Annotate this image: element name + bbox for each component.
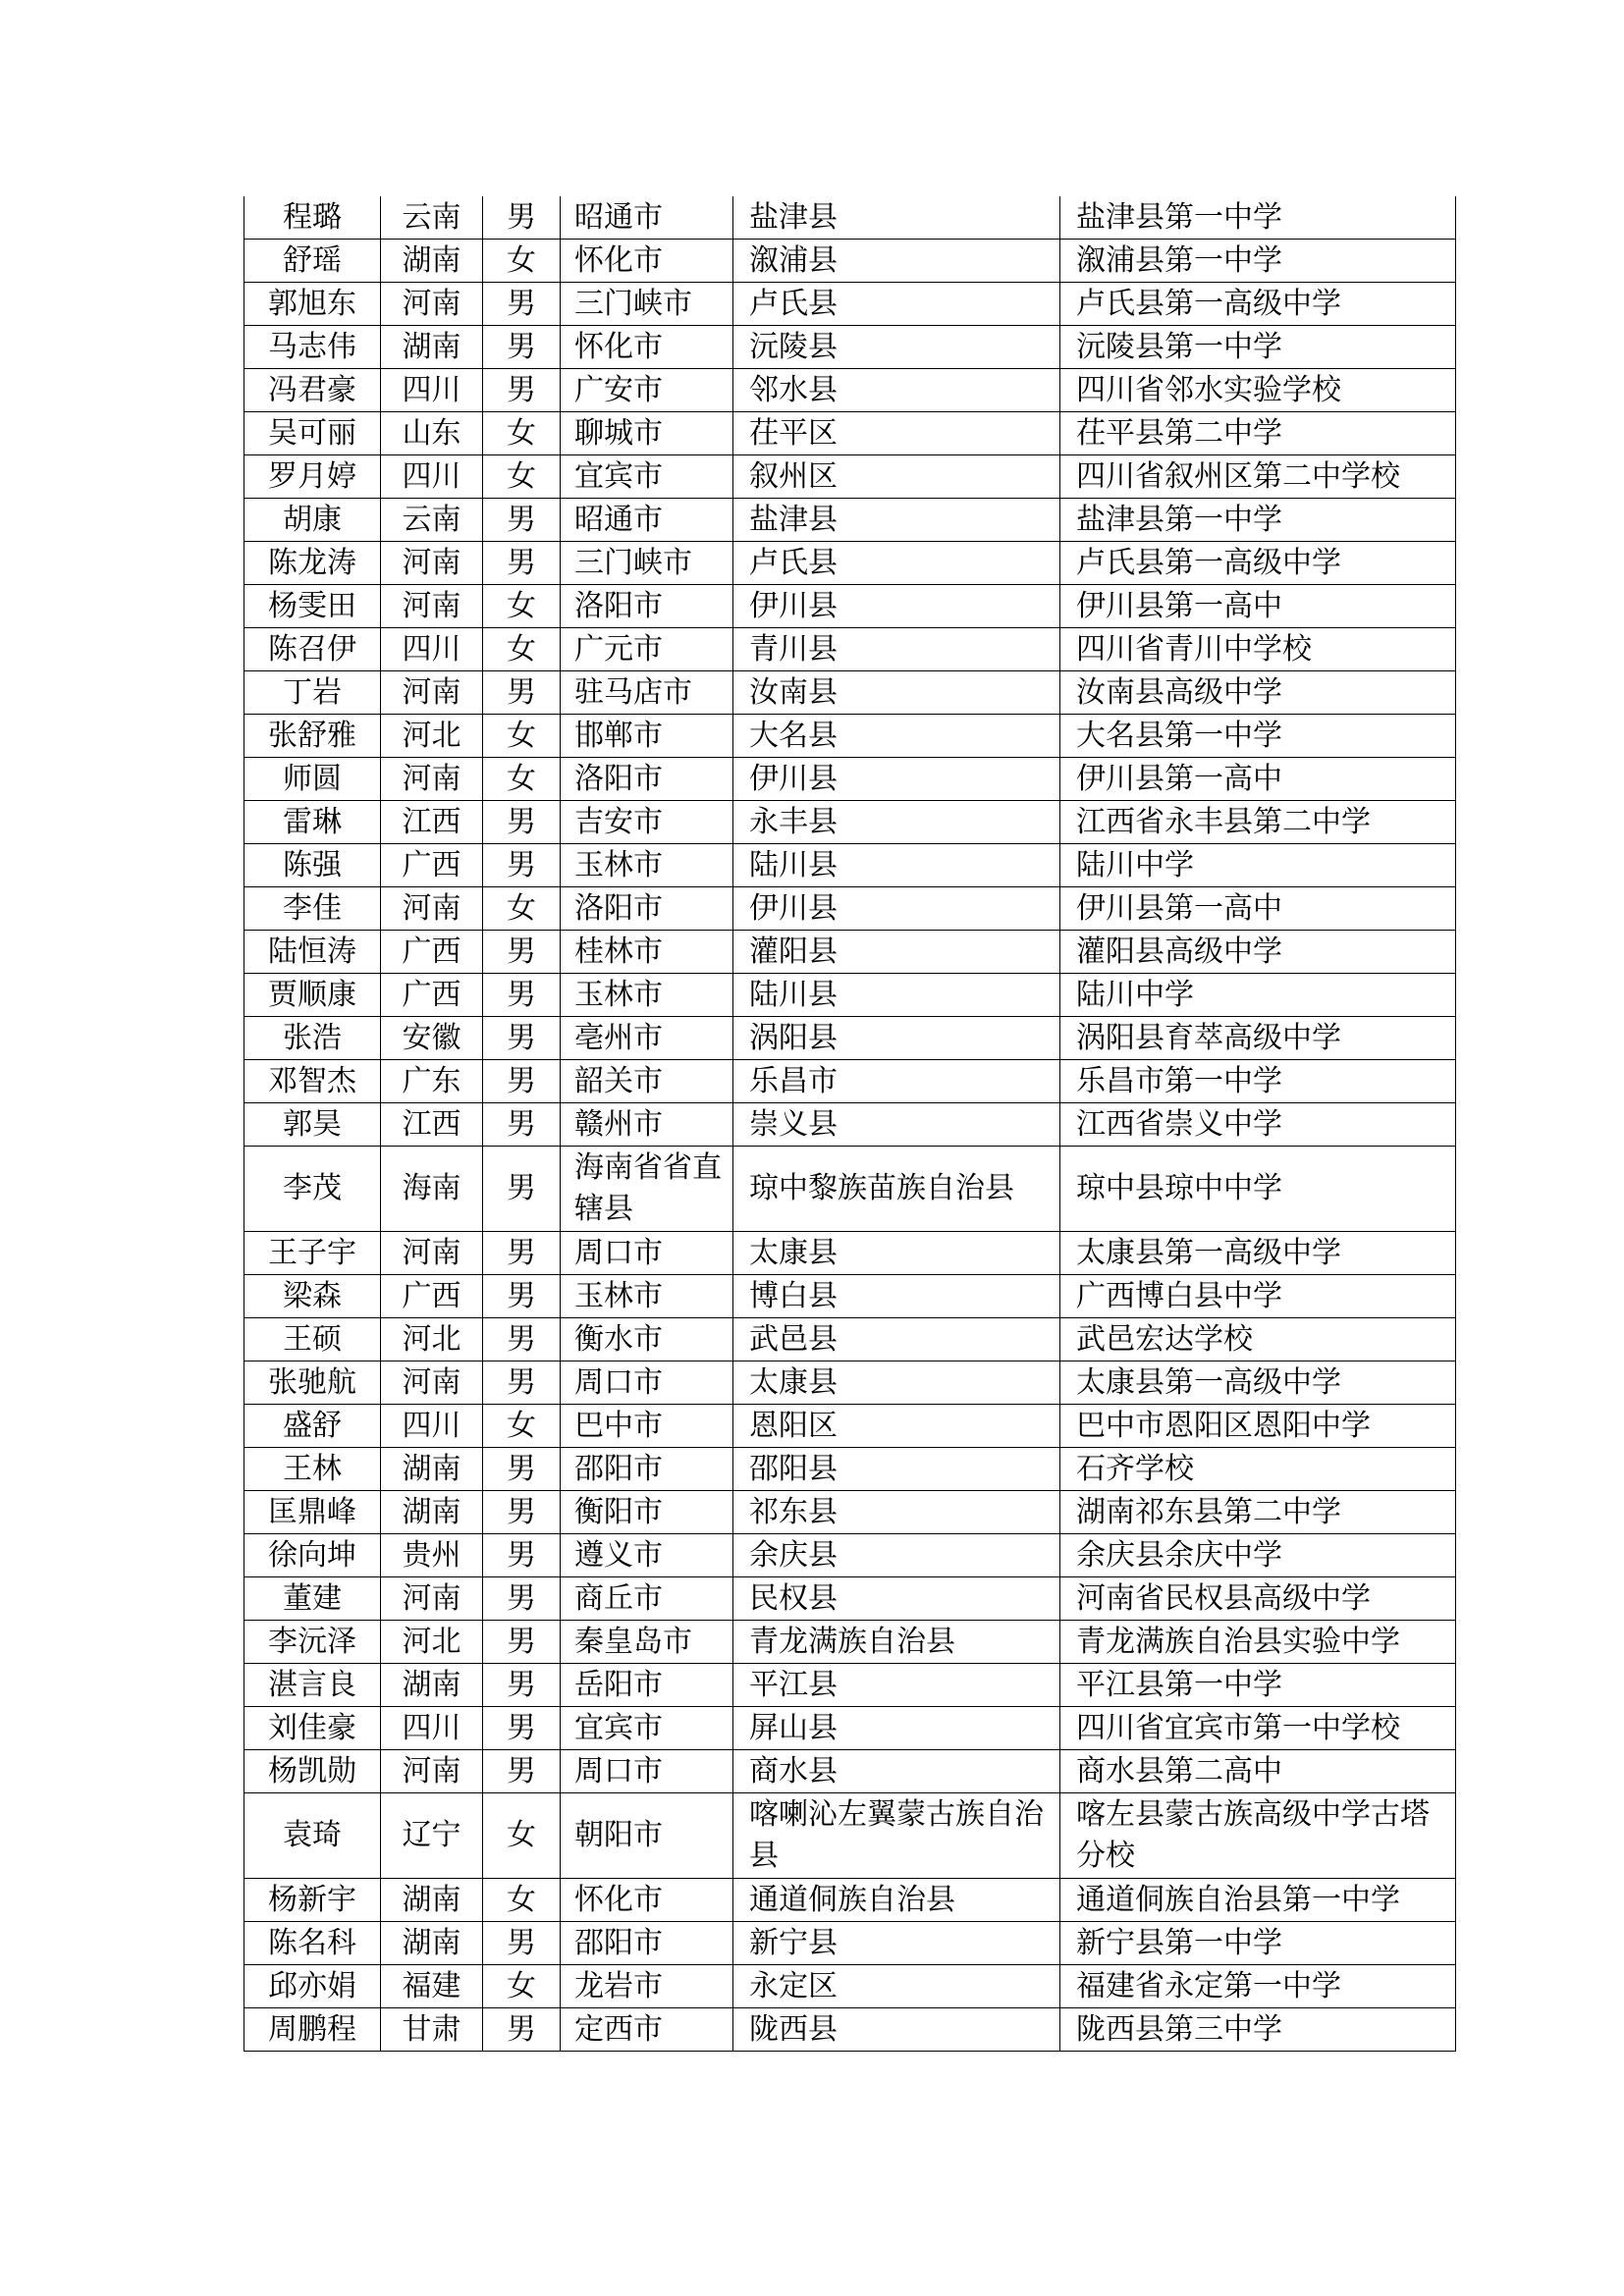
city-cell: 宜宾市: [561, 1707, 733, 1750]
county-cell: 陆川县: [733, 844, 1060, 887]
student-name-cell: 郭旭东: [244, 283, 381, 326]
school-cell: 陆川中学: [1060, 974, 1456, 1017]
table-row: [244, 1965, 1456, 2008]
county-cell: 商水县: [733, 1750, 1060, 1793]
county-cell: 崇义县: [733, 1103, 1060, 1147]
table-row: [244, 628, 1456, 671]
province-cell: 广西: [381, 974, 483, 1017]
student-name-cell: 程璐: [244, 196, 381, 240]
city-cell: 遵义市: [561, 1534, 733, 1577]
city-cell: 衡阳市: [561, 1491, 733, 1534]
student-roster-table: [244, 196, 1456, 2052]
province-cell: 河南: [381, 758, 483, 801]
gender-cell: 男: [483, 1707, 561, 1750]
city-cell: 玉林市: [561, 1275, 733, 1318]
table-row: [244, 1750, 1456, 1793]
city-cell: 洛阳市: [561, 887, 733, 931]
table-row: [244, 1534, 1456, 1577]
table-row: [244, 412, 1456, 455]
school-cell: 通道侗族自治县第一中学: [1060, 1879, 1456, 1922]
gender-cell: 男: [483, 1060, 561, 1103]
student-name-cell: 吴可丽: [244, 412, 381, 455]
student-name-cell: 丁岩: [244, 671, 381, 715]
student-name-cell: 雷琳: [244, 801, 381, 844]
table-row: [244, 974, 1456, 1017]
table-row: [244, 455, 1456, 499]
table-row: [244, 1232, 1456, 1275]
school-cell: 盐津县第一中学: [1060, 499, 1456, 542]
province-cell: 四川: [381, 369, 483, 412]
county-cell: 永定区: [733, 1965, 1060, 2008]
province-cell: 海南: [381, 1147, 483, 1232]
gender-cell: 男: [483, 1491, 561, 1534]
province-cell: 四川: [381, 628, 483, 671]
province-cell: 河南: [381, 887, 483, 931]
gender-cell: 男: [483, 1750, 561, 1793]
city-cell: 广元市: [561, 628, 733, 671]
school-cell: 茌平县第二中学: [1060, 412, 1456, 455]
table-row: [244, 887, 1456, 931]
city-cell: 周口市: [561, 1362, 733, 1405]
province-cell: 湖南: [381, 1448, 483, 1491]
school-cell: 伊川县第一高中: [1060, 585, 1456, 628]
city-cell: 驻马店市: [561, 671, 733, 715]
gender-cell: 男: [483, 1103, 561, 1147]
table-row: [244, 499, 1456, 542]
school-cell: 太康县第一高级中学: [1060, 1362, 1456, 1405]
school-cell: 陇西县第三中学: [1060, 2008, 1456, 2052]
table-row: [244, 715, 1456, 758]
table-row: [244, 1491, 1456, 1534]
city-cell: 邵阳市: [561, 1448, 733, 1491]
student-name-cell: 徐向坤: [244, 1534, 381, 1577]
county-cell: 琼中黎族苗族自治县: [733, 1147, 1060, 1232]
school-cell: 江西省崇义中学: [1060, 1103, 1456, 1147]
table-row: [244, 1362, 1456, 1405]
city-cell: 怀化市: [561, 240, 733, 283]
school-cell: 伊川县第一高中: [1060, 887, 1456, 931]
province-cell: 广东: [381, 1060, 483, 1103]
gender-cell: 男: [483, 1147, 561, 1232]
gender-cell: 男: [483, 542, 561, 585]
table-row: [244, 758, 1456, 801]
city-cell: 洛阳市: [561, 585, 733, 628]
gender-cell: 女: [483, 1793, 561, 1879]
province-cell: 江西: [381, 801, 483, 844]
city-cell: 宜宾市: [561, 455, 733, 499]
gender-cell: 女: [483, 412, 561, 455]
school-cell: 溆浦县第一中学: [1060, 240, 1456, 283]
student-name-cell: 胡康: [244, 499, 381, 542]
student-name-cell: 李佳: [244, 887, 381, 931]
table-row: [244, 1621, 1456, 1664]
school-cell: 广西博白县中学: [1060, 1275, 1456, 1318]
county-cell: 祁东县: [733, 1491, 1060, 1534]
province-cell: 河南: [381, 1750, 483, 1793]
county-cell: 伊川县: [733, 758, 1060, 801]
gender-cell: 男: [483, 1017, 561, 1060]
gender-cell: 男: [483, 1621, 561, 1664]
student-name-cell: 冯君豪: [244, 369, 381, 412]
province-cell: 广西: [381, 844, 483, 887]
province-cell: 河北: [381, 1621, 483, 1664]
table-row: [244, 196, 1456, 240]
gender-cell: 女: [483, 585, 561, 628]
student-name-cell: 张舒雅: [244, 715, 381, 758]
county-cell: 恩阳区: [733, 1405, 1060, 1448]
city-cell: 岳阳市: [561, 1664, 733, 1707]
school-cell: 石齐学校: [1060, 1448, 1456, 1491]
province-cell: 甘肃: [381, 2008, 483, 2052]
school-cell: 太康县第一高级中学: [1060, 1232, 1456, 1275]
student-name-cell: 舒瑶: [244, 240, 381, 283]
city-cell: 秦皇岛市: [561, 1621, 733, 1664]
table-row: [244, 369, 1456, 412]
school-cell: 四川省邻水实验学校: [1060, 369, 1456, 412]
county-cell: 汝南县: [733, 671, 1060, 715]
school-cell: 沅陵县第一中学: [1060, 326, 1456, 369]
student-name-cell: 张驰航: [244, 1362, 381, 1405]
city-cell: 巴中市: [561, 1405, 733, 1448]
province-cell: 河南: [381, 1577, 483, 1621]
county-cell: 余庆县: [733, 1534, 1060, 1577]
student-name-cell: 马志伟: [244, 326, 381, 369]
gender-cell: 男: [483, 1275, 561, 1318]
school-cell: 灌阳县高级中学: [1060, 931, 1456, 974]
table-row: [244, 801, 1456, 844]
county-cell: 邵阳县: [733, 1448, 1060, 1491]
school-cell: 大名县第一中学: [1060, 715, 1456, 758]
county-cell: 陆川县: [733, 974, 1060, 1017]
county-cell: 青龙满族自治县: [733, 1621, 1060, 1664]
school-cell: 涡阳县育萃高级中学: [1060, 1017, 1456, 1060]
gender-cell: 男: [483, 1448, 561, 1491]
county-cell: 涡阳县: [733, 1017, 1060, 1060]
school-cell: 卢氏县第一高级中学: [1060, 542, 1456, 585]
county-cell: 叙州区: [733, 455, 1060, 499]
school-cell: 陆川中学: [1060, 844, 1456, 887]
city-cell: 吉安市: [561, 801, 733, 844]
gender-cell: 女: [483, 1405, 561, 1448]
county-cell: 民权县: [733, 1577, 1060, 1621]
table-row: [244, 1017, 1456, 1060]
province-cell: 湖南: [381, 1879, 483, 1922]
student-name-cell: 师圆: [244, 758, 381, 801]
table-row: [244, 1147, 1456, 1232]
gender-cell: 男: [483, 369, 561, 412]
table-row: [244, 1318, 1456, 1362]
province-cell: 湖南: [381, 1664, 483, 1707]
county-cell: 博白县: [733, 1275, 1060, 1318]
city-cell: 昭通市: [561, 196, 733, 240]
table-row: [244, 1793, 1456, 1879]
gender-cell: 男: [483, 1664, 561, 1707]
gender-cell: 男: [483, 931, 561, 974]
table-row: [244, 1275, 1456, 1318]
table-row: [244, 931, 1456, 974]
gender-cell: 女: [483, 240, 561, 283]
table-row: [244, 1879, 1456, 1922]
school-cell: 商水县第二高中: [1060, 1750, 1456, 1793]
city-cell: 周口市: [561, 1750, 733, 1793]
county-cell: 太康县: [733, 1362, 1060, 1405]
table-row: [244, 542, 1456, 585]
student-name-cell: 周鹏程: [244, 2008, 381, 2052]
gender-cell: 男: [483, 1922, 561, 1965]
school-cell: 湖南祁东县第二中学: [1060, 1491, 1456, 1534]
student-name-cell: 张浩: [244, 1017, 381, 1060]
table-row: [244, 240, 1456, 283]
gender-cell: 男: [483, 1362, 561, 1405]
gender-cell: 男: [483, 283, 561, 326]
table-row: [244, 844, 1456, 887]
city-cell: 洛阳市: [561, 758, 733, 801]
student-name-cell: 邱亦娟: [244, 1965, 381, 2008]
gender-cell: 男: [483, 326, 561, 369]
county-cell: 伊川县: [733, 887, 1060, 931]
city-cell: 定西市: [561, 2008, 733, 2052]
county-cell: 沅陵县: [733, 326, 1060, 369]
county-cell: 溆浦县: [733, 240, 1060, 283]
province-cell: 湖南: [381, 326, 483, 369]
student-name-cell: 杨新宇: [244, 1879, 381, 1922]
county-cell: 屏山县: [733, 1707, 1060, 1750]
city-cell: 三门峡市: [561, 283, 733, 326]
city-cell: 韶关市: [561, 1060, 733, 1103]
city-cell: 赣州市: [561, 1103, 733, 1147]
province-cell: 河南: [381, 1232, 483, 1275]
county-cell: 青川县: [733, 628, 1060, 671]
province-cell: 福建: [381, 1965, 483, 2008]
county-cell: 平江县: [733, 1664, 1060, 1707]
student-name-cell: 王硕: [244, 1318, 381, 1362]
gender-cell: 男: [483, 671, 561, 715]
school-cell: 新宁县第一中学: [1060, 1922, 1456, 1965]
school-cell: 喀左县蒙古族高级中学古塔分校: [1060, 1793, 1456, 1879]
student-name-cell: 李茂: [244, 1147, 381, 1232]
province-cell: 河南: [381, 283, 483, 326]
student-name-cell: 罗月婷: [244, 455, 381, 499]
school-cell: 琼中县琼中中学: [1060, 1147, 1456, 1232]
province-cell: 湖南: [381, 1491, 483, 1534]
student-name-cell: 董建: [244, 1577, 381, 1621]
student-name-cell: 王林: [244, 1448, 381, 1491]
county-cell: 新宁县: [733, 1922, 1060, 1965]
student-name-cell: 陈强: [244, 844, 381, 887]
school-cell: 四川省叙州区第二中学校: [1060, 455, 1456, 499]
school-cell: 汝南县高级中学: [1060, 671, 1456, 715]
city-cell: 海南省省直辖县: [561, 1147, 733, 1232]
province-cell: 河南: [381, 671, 483, 715]
city-cell: 怀化市: [561, 1879, 733, 1922]
county-cell: 陇西县: [733, 2008, 1060, 2052]
gender-cell: 男: [483, 1577, 561, 1621]
table-row: [244, 1922, 1456, 1965]
county-cell: 伊川县: [733, 585, 1060, 628]
student-name-cell: 陈召伊: [244, 628, 381, 671]
student-name-cell: 邓智杰: [244, 1060, 381, 1103]
county-cell: 邻水县: [733, 369, 1060, 412]
student-name-cell: 杨雯田: [244, 585, 381, 628]
school-cell: 福建省永定第一中学: [1060, 1965, 1456, 2008]
student-name-cell: 匡鼎峰: [244, 1491, 381, 1534]
school-cell: 乐昌市第一中学: [1060, 1060, 1456, 1103]
school-cell: 河南省民权县高级中学: [1060, 1577, 1456, 1621]
province-cell: 云南: [381, 196, 483, 240]
table-row: [244, 1707, 1456, 1750]
city-cell: 邵阳市: [561, 1922, 733, 1965]
student-name-cell: 王子宇: [244, 1232, 381, 1275]
province-cell: 山东: [381, 412, 483, 455]
province-cell: 河北: [381, 715, 483, 758]
table-row: [244, 1060, 1456, 1103]
gender-cell: 女: [483, 628, 561, 671]
student-name-cell: 盛舒: [244, 1405, 381, 1448]
table-row: [244, 1577, 1456, 1621]
student-name-cell: 陈龙涛: [244, 542, 381, 585]
student-name-cell: 李沅泽: [244, 1621, 381, 1664]
city-cell: 玉林市: [561, 844, 733, 887]
county-cell: 喀喇沁左翼蒙古族自治县: [733, 1793, 1060, 1879]
school-cell: 青龙满族自治县实验中学: [1060, 1621, 1456, 1664]
county-cell: 盐津县: [733, 196, 1060, 240]
student-name-cell: 陆恒涛: [244, 931, 381, 974]
student-name-cell: 梁森: [244, 1275, 381, 1318]
gender-cell: 男: [483, 2008, 561, 2052]
province-cell: 贵州: [381, 1534, 483, 1577]
province-cell: 河北: [381, 1318, 483, 1362]
county-cell: 灌阳县: [733, 931, 1060, 974]
roster-body: [244, 196, 1456, 2052]
city-cell: 龙岩市: [561, 1965, 733, 2008]
gender-cell: 女: [483, 1965, 561, 2008]
school-cell: 武邑宏达学校: [1060, 1318, 1456, 1362]
city-cell: 邯郸市: [561, 715, 733, 758]
province-cell: 辽宁: [381, 1793, 483, 1879]
gender-cell: 女: [483, 715, 561, 758]
city-cell: 聊城市: [561, 412, 733, 455]
student-name-cell: 湛言良: [244, 1664, 381, 1707]
table-row: [244, 2008, 1456, 2052]
school-cell: 江西省永丰县第二中学: [1060, 801, 1456, 844]
school-cell: 伊川县第一高中: [1060, 758, 1456, 801]
province-cell: 河南: [381, 1362, 483, 1405]
county-cell: 卢氏县: [733, 542, 1060, 585]
student-name-cell: 陈名科: [244, 1922, 381, 1965]
table-row: [244, 671, 1456, 715]
province-cell: 云南: [381, 499, 483, 542]
student-name-cell: 杨凯勋: [244, 1750, 381, 1793]
school-cell: 四川省宜宾市第一中学校: [1060, 1707, 1456, 1750]
school-cell: 平江县第一中学: [1060, 1664, 1456, 1707]
table-row: [244, 1448, 1456, 1491]
gender-cell: 男: [483, 1534, 561, 1577]
county-cell: 乐昌市: [733, 1060, 1060, 1103]
gender-cell: 男: [483, 801, 561, 844]
student-name-cell: 郭昊: [244, 1103, 381, 1147]
city-cell: 广安市: [561, 369, 733, 412]
province-cell: 江西: [381, 1103, 483, 1147]
school-cell: 余庆县余庆中学: [1060, 1534, 1456, 1577]
table-row: [244, 1664, 1456, 1707]
gender-cell: 男: [483, 974, 561, 1017]
city-cell: 亳州市: [561, 1017, 733, 1060]
table-row: [244, 283, 1456, 326]
city-cell: 怀化市: [561, 326, 733, 369]
province-cell: 安徽: [381, 1017, 483, 1060]
county-cell: 武邑县: [733, 1318, 1060, 1362]
province-cell: 湖南: [381, 1922, 483, 1965]
city-cell: 朝阳市: [561, 1793, 733, 1879]
city-cell: 衡水市: [561, 1318, 733, 1362]
province-cell: 四川: [381, 455, 483, 499]
student-name-cell: 袁琦: [244, 1793, 381, 1879]
city-cell: 桂林市: [561, 931, 733, 974]
table-row: [244, 1405, 1456, 1448]
county-cell: 太康县: [733, 1232, 1060, 1275]
county-cell: 茌平区: [733, 412, 1060, 455]
school-cell: 盐津县第一中学: [1060, 196, 1456, 240]
county-cell: 卢氏县: [733, 283, 1060, 326]
school-cell: 卢氏县第一高级中学: [1060, 283, 1456, 326]
province-cell: 四川: [381, 1707, 483, 1750]
gender-cell: 女: [483, 887, 561, 931]
city-cell: 昭通市: [561, 499, 733, 542]
student-name-cell: 刘佳豪: [244, 1707, 381, 1750]
table-row: [244, 1103, 1456, 1147]
county-cell: 盐津县: [733, 499, 1060, 542]
city-cell: 玉林市: [561, 974, 733, 1017]
table-row: [244, 326, 1456, 369]
student-name-cell: 贾顺康: [244, 974, 381, 1017]
gender-cell: 男: [483, 499, 561, 542]
school-cell: 四川省青川中学校: [1060, 628, 1456, 671]
gender-cell: 男: [483, 196, 561, 240]
county-cell: 大名县: [733, 715, 1060, 758]
county-cell: 永丰县: [733, 801, 1060, 844]
province-cell: 广西: [381, 931, 483, 974]
gender-cell: 男: [483, 1318, 561, 1362]
county-cell: 通道侗族自治县: [733, 1879, 1060, 1922]
province-cell: 四川: [381, 1405, 483, 1448]
table-row: [244, 585, 1456, 628]
school-cell: 巴中市恩阳区恩阳中学: [1060, 1405, 1456, 1448]
city-cell: 三门峡市: [561, 542, 733, 585]
province-cell: 湖南: [381, 240, 483, 283]
province-cell: 河南: [381, 542, 483, 585]
city-cell: 周口市: [561, 1232, 733, 1275]
gender-cell: 女: [483, 1879, 561, 1922]
city-cell: 商丘市: [561, 1577, 733, 1621]
gender-cell: 女: [483, 758, 561, 801]
province-cell: 河南: [381, 585, 483, 628]
province-cell: 广西: [381, 1275, 483, 1318]
gender-cell: 女: [483, 455, 561, 499]
gender-cell: 男: [483, 844, 561, 887]
gender-cell: 男: [483, 1232, 561, 1275]
